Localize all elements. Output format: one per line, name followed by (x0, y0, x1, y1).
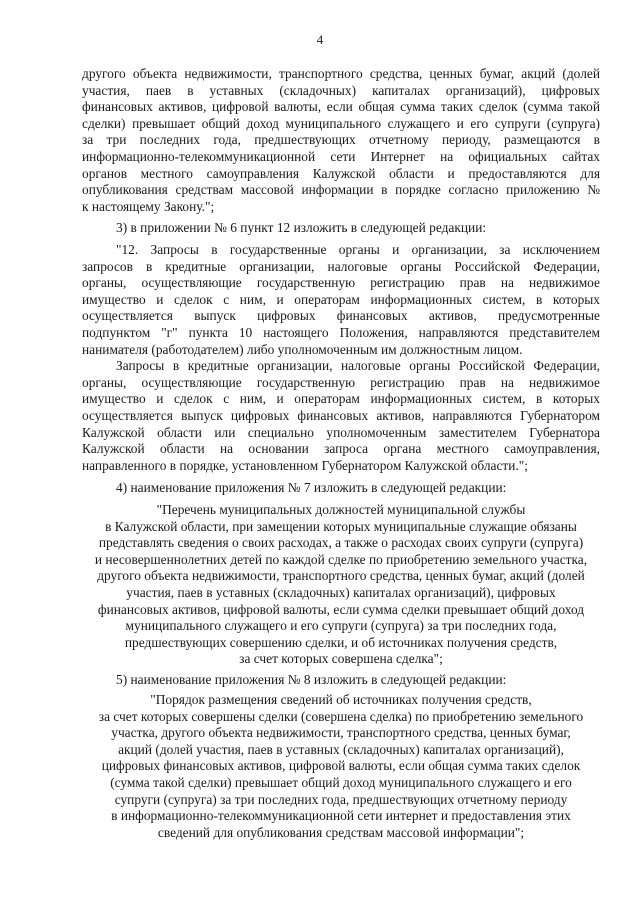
text-line: сведений для опубликования средствам массовой информации"; (157, 824, 525, 840)
text-line: другого объекта недвижимости, транспортного средства, ценных бумаг, акций (долей (82, 66, 600, 81)
paragraph-12 (82, 242, 600, 474)
text-line: имущество и сделок с ним, и операторам информационных систем, в которых (82, 291, 600, 307)
text-line: другого объекта недвижимости, транспортного средства, ценных бумаг, акций (долей (97, 568, 585, 584)
text-line: участия, паев в уставных (складочных) капиталах организаций), цифровых (126, 584, 556, 600)
text-line: информационно-телекоммуникационной сети Интернет на официальных сайтах (82, 148, 600, 164)
text-line: (сумма такой сделки) превышает общий доход муниципального служащего и его (110, 774, 572, 790)
text-line: муниципального служащего и его супруги (супруга) за три последних года, (125, 618, 557, 634)
text-line: имущество и сделок с ним, и операторам информационных систем, в которых (82, 391, 600, 407)
item-4-heading (82, 480, 600, 497)
text-line: к настоящему Закону."; (82, 198, 215, 214)
text-line: супруги (супруга) за три последних года, предшествующих отчетному периоду (114, 791, 568, 807)
text-line: органы, осуществляющие государственную регистрацию прав на недвижимое (82, 374, 600, 390)
text-line: 4) наименование приложения № 7 изложить в следующей редакции: (116, 480, 507, 495)
text-line: в информационно-телекоммуникационной сети интернет и предоставления этих (111, 808, 571, 824)
text-line: сделки) превышает общий доход муниципального служащего и его супруги (супруга) (82, 115, 600, 131)
text-line: предшествующих совершению сделки, и об источниках получения средств, (124, 634, 558, 650)
item-5-heading (82, 672, 600, 689)
text-line: в Калужской области, при замещении которых муниципальные служащие обязаны (105, 518, 577, 534)
text-line: подпунктом "г" пункта 10 настоящего Положения, направляются представителем (82, 324, 600, 340)
text-line: 3) в приложении № 6 пункт 12 изложить в следующей редакции: (116, 220, 487, 235)
text-line: акций (долей участия, паев в уставных (складочных) капиталах организаций), (118, 741, 564, 757)
text-line: "12. Запросы в государственные органы и организации, за исключением (116, 242, 600, 257)
text-line: органов местного самоуправления Калужской области и предоставляются для (82, 165, 600, 181)
text-line: и несовершеннолетних детей по каждой сделке по приобретению земельного участка, (94, 551, 588, 567)
text-line: Калужской области или специально уполномоченным заместителем Губернатора (82, 424, 600, 440)
text-line: 5) наименование приложения № 8 изложить в следующей редакции: (116, 672, 507, 687)
text-line: участка, другого объекта недвижимости, транспортного средства, ценных бумаг, (111, 725, 571, 741)
text-line: цифровых финансовых активов, цифровой валюты, если общая сумма таких сделок (101, 758, 581, 774)
page-number: 4 (316, 32, 324, 47)
text-line: органы, осуществляющие государственную регистрацию прав на недвижимое (82, 275, 600, 291)
text-line: "Порядок размещения сведений об источниках получения средств, (150, 692, 532, 707)
text-line: финансовых активов, цифровой валюты, если общая сумма таких сделок (сумма такой (82, 99, 600, 115)
appendix-8-title (82, 692, 600, 841)
text-line: финансовых активов, цифровой валюты, если сумма сделки превышает общий доход (97, 601, 585, 617)
text-line: Калужской области на основании запроса органа местного самоуправления, (82, 441, 600, 457)
text-line: осуществляется выпуск цифровых финансовых активов, направляются Губернатором (82, 407, 600, 423)
paragraph-continuation (82, 66, 600, 215)
text-line: за три последних года, предшествующих отчетному периоду, размещаются в (82, 132, 600, 148)
text-line: Запросы в кредитные организации, налоговые органы Российской Федерации, (116, 358, 600, 374)
text-line: запросов в кредитные организации, налоговые органы Российской Федерации, (82, 258, 600, 274)
text-line: участия, паев в уставных (складочных) капиталах организаций), цифровых (82, 82, 600, 98)
text-line: "Перечень муниципальных должностей муниципальной службы (156, 502, 526, 517)
text-line: осуществляется выпуск цифровых финансовых активов, предусмотренные (82, 308, 600, 324)
text-line: опубликования средствам массовой информации в порядке согласно приложению № (82, 182, 600, 198)
appendix-7-title (82, 502, 600, 668)
item-3-heading (82, 220, 600, 237)
text-line: представлять сведения о своих расходах, а также о расходах своих супруги (супруга) (98, 535, 584, 551)
text-line: за счет которых совершена сделка"; (239, 651, 443, 667)
text-line: направленного в порядке, установленном Губернатором Калужской области."; (82, 457, 528, 473)
text-line: за счет которых совершены сделки (совершена сделка) по приобретению земельного (98, 708, 584, 724)
text-line: нанимателя (работодателем) либо уполномоченным им должностным лицом. (82, 341, 523, 357)
